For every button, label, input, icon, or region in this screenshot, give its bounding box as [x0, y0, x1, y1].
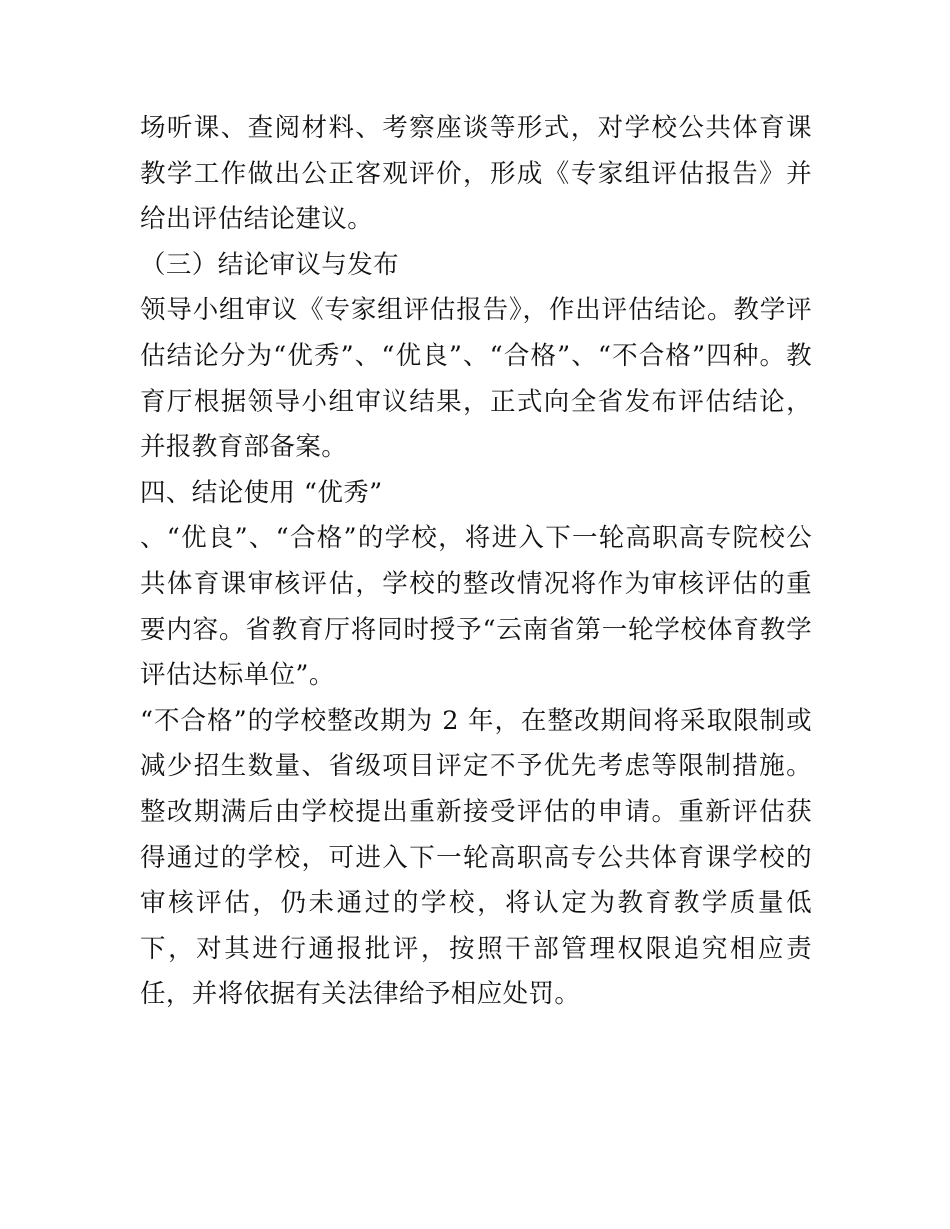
paragraph-review-method: 场听课、查阅材料、考察座谈等形式，对学校公共体育课教学工作做出公正客观评价，形成《专家组评估报告》并给出评估结论建议。 [140, 113, 812, 235]
section-heading-conclusion-review: （三）结论审议与发布 [140, 249, 400, 280]
section-heading-conclusion-use: 四、结论使用 “优秀” [140, 477, 383, 508]
paragraph-unqualified-schools: “不合格”的学校整改期为 2 年，在整改期间将采取限制或减少招生数量、省级项目评定不予优先考虑等限制措施。整改期满后由学校提出重新接受评估的申请。重新评估获得通过的学校，可进入下一轮高职高专公共体育课学校的审核评估，仍未通过的学校，将认定为教育教学质量低下，对其进行通报批评，按照干部管理权限追究相应责任，并将依据有关法律给予相应处罚。 [140, 705, 812, 1010]
paragraph-conclusion-publish: 领导小组审议《专家组评估报告》，作出评估结论。教学评估结论分为“优秀”、“优良”、“合格”、“不合格”四种。教育厅根据领导小组审议结果，正式向全省发布评估结论，并报教育部备案。 [140, 295, 812, 463]
document-body [140, 106, 812, 1018]
paragraph-qualified-schools: 、“优良”、“合格”的学校，将进入下一轮高职高专院校公共体育课审核评估，学校的整改情况将作为审核评估的重要内容。省教育厅将同时授予“云南省第一轮学校体育教学评估达标单位”。 [140, 523, 812, 691]
